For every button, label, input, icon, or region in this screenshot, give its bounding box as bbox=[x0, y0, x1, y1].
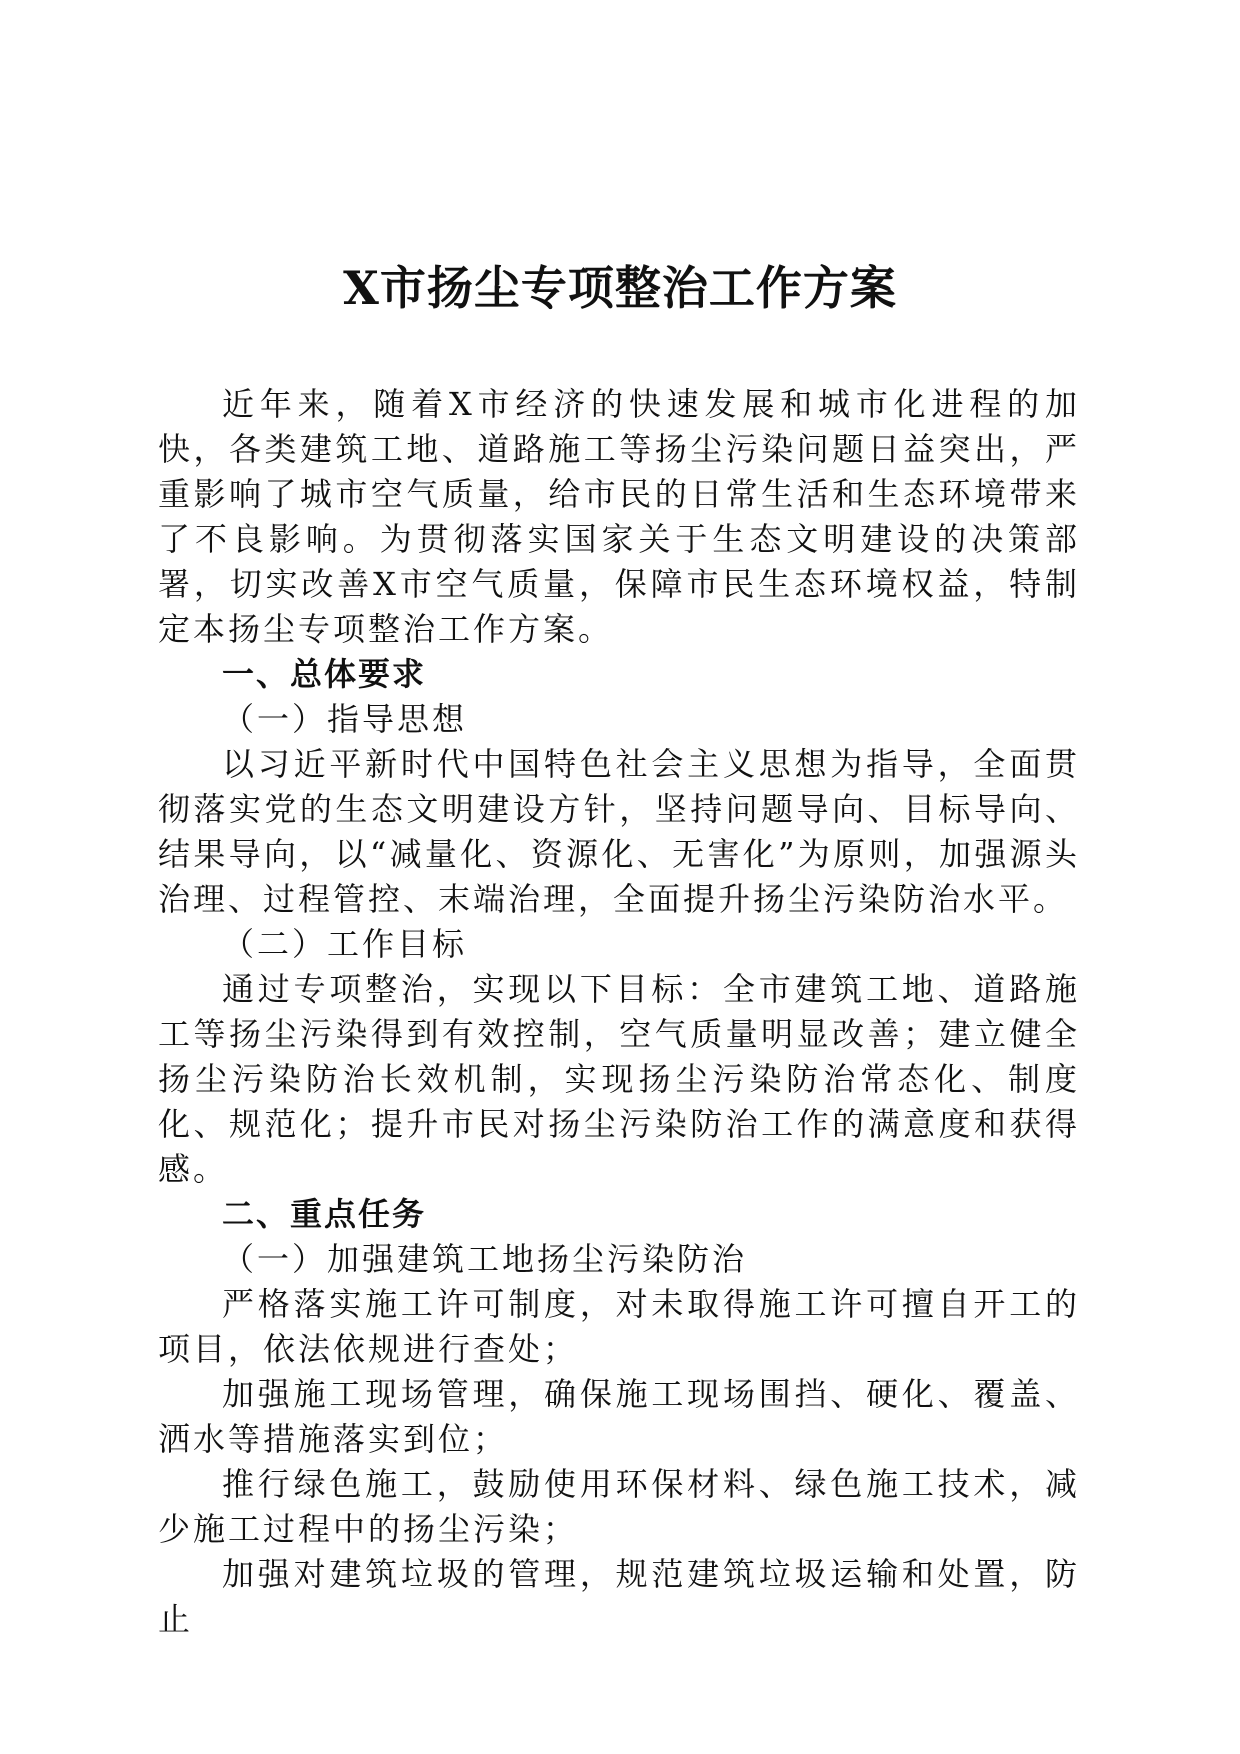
intro-paragraph: 近年来，随着X市经济的快速发展和城市化进程的加快，各类建筑工地、道路施工等扬尘污染问题日益突出，严重影响了城市空气质量，给市民的日常生活和生态环境带来了不良影响。为贯彻落实国家关于生态文明建设的决策部署，切实改善X市空气质量，保障市民生态环境权益，特制定本扬尘专项整治工作方案。 bbox=[158, 385, 1080, 648]
task-item: 严格落实施工许可制度，对未取得施工许可擅自开工的项目，依法依规进行查处； bbox=[158, 1285, 1080, 1368]
guiding-thought-paragraph: 以习近平新时代中国特色社会主义思想为指导，全面贯彻落实党的生态文明建设方针，坚持问题导向、目标导向、结果导向，以“减量化、资源化、无害化”为原则，加强源头治理、过程管控、末端治理，全面提升扬尘污染防治水平。 bbox=[158, 745, 1080, 918]
section-heading-overall-requirements: 一、总体要求 bbox=[222, 655, 427, 693]
document-body bbox=[158, 382, 1080, 1642]
document-title: X市扬尘专项整治工作方案 bbox=[343, 261, 897, 315]
work-goals-paragraph: 通过专项整治，实现以下目标：全市建筑工地、道路施工等扬尘污染得到有效控制，空气质量明显改善；建立健全扬尘污染防治长效机制，实现扬尘污染防治常态化、制度化、规范化；提升市民对扬尘污染防治工作的满意度和获得感。 bbox=[158, 970, 1080, 1188]
subsection-heading-construction-dust: （一）加强建筑工地扬尘污染防治 bbox=[222, 1240, 748, 1278]
section-heading-key-tasks: 二、重点任务 bbox=[222, 1195, 427, 1233]
subsection-heading-guiding-thought: （一）指导思想 bbox=[222, 700, 468, 738]
task-item: 推行绿色施工，鼓励使用环保材料、绿色施工技术，减少施工过程中的扬尘污染； bbox=[158, 1465, 1080, 1548]
task-item: 加强施工现场管理，确保施工现场围挡、硬化、覆盖、洒水等措施落实到位； bbox=[158, 1375, 1080, 1458]
task-item: 加强对建筑垃圾的管理，规范建筑垃圾运输和处置，防止 bbox=[158, 1555, 1080, 1638]
subsection-heading-work-goals: （二）工作目标 bbox=[222, 925, 468, 963]
